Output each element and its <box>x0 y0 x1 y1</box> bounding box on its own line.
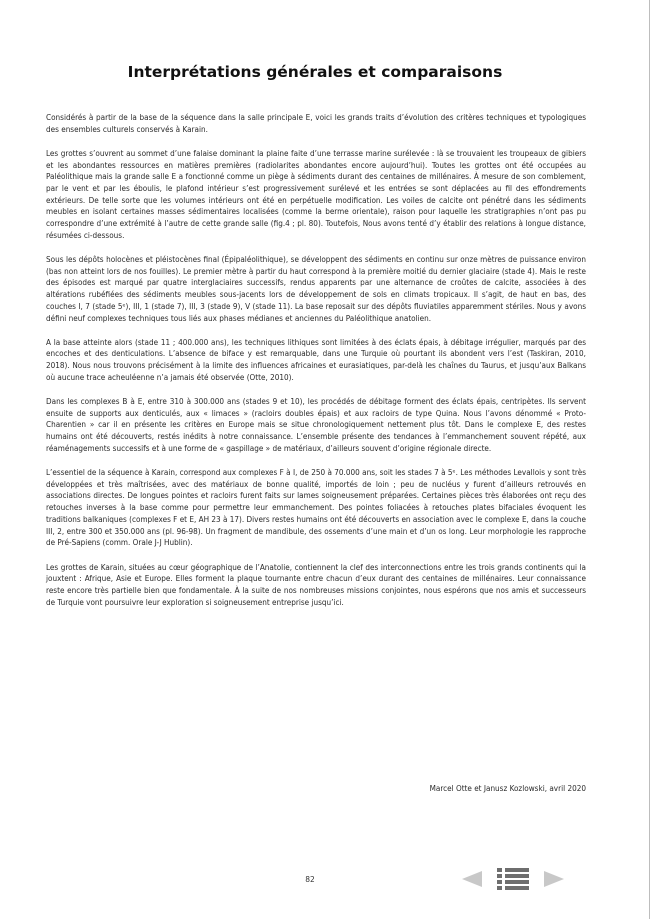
paragraph: Dans les complexes B à E, entre 310 à 300.000 ans (stades 9 et 10), les procédés de débitage forment des éclats épais, centripètes. Ils servent ensuite de supports aux denticulés, aux « limaces » (racloirs doubles épais) et aux racloirs de type Quina. Nous l’avons dénommé « Proto-Charentien » car il en présente les critères en Europe mais se situe chronologiquement nettement plus tôt. Dans le complexe E, des restes humains ont été découverts, restés inédits à notre connaissance. L’ensemble présente des tendances à l’emmanchement souvent répété, aux réaménagements successifs et à une forme de « gaspillage » de matériaux, d’ailleurs souvent d’origine régionale directe. <box>46 396 586 453</box>
body-text <box>46 112 586 621</box>
previous-page-button[interactable] <box>460 870 490 888</box>
paragraph: Considérés à partir de la base de la séquence dans la salle principale E, voici les grands traits d’évolution des critères techniques et typologiques des ensembles culturels conservés à Karain. <box>46 112 586 134</box>
page-number: 82 <box>305 875 315 884</box>
paragraph: Les grottes s’ouvrent au sommet d’une falaise dominant la plaine faite d’une terrasse marine surélevée : là se trouvaient les troupeaux de gibiers et les abondantes ressources en matières premières (radiolarites abondantes encore aujourd’hui). Toutes les grottes ont été occupées au Paléolithique mais la grande salle E a fonctionné comme un piège à sédiments durant des centaines de millénaires. À mesure de son comblement, par le vent et par les éboulis, le plafond intérieur s’est progressivement surélevé et les entrées se sont déplacées au fil des effondrements extérieurs. De telle sorte que les volumes intérieurs ont été en perpétuelle modification. Les voiles de calcite ont pénétré dans les sédiments meubles en isolant certaines masses sédimentaires localisées (comme la berme orientale), raison pour laquelle les stratigraphies n’ont pas pu correspondre d’une extrémité à l’autre de cette grande salle (fig.4 ; pl. 80). Toutefois, Nous avons tenté d’y établir des relations à longue distance, résumées ci-dessous. <box>46 147 586 240</box>
paragraph: L’essentiel de la séquence à Karain, correspond aux complexes F à I, de 250 à 70.000 ans, soit les stades 7 à 5ᵉ. Les méthodes Levallois y sont très développées et très maîtrisées, avec des matériaux de bonne qualité, importés de loin ; peu de nucléus y furent d’ailleurs retrouvés en associations directes. De longues pointes et racloirs furent faits sur lames soigneusement préparées. Certaines pièces très élaborées ont reçu des retouches inverses à la base comme pour permettre leur emmanchement. Des pointes foliacées à retouches plates bifaciales évoquent les traditions balkaniques (complexes F et E, AH 23 à 17). Divers restes humains ont été découverts en association avec le complexe E, dans la couche III, 2, entre 300 et 350.000 ans (pl. 96-98). Un fragment de mandibule, des ossements d’une main et d’un os long. Leur morphologie les rapproche de Pré-Sapiens (comm. Orale J-J Hublin). <box>46 467 586 548</box>
paragraph: A la base atteinte alors (stade 11 ; 400.000 ans), les techniques lithiques sont limitées à des éclats épais, à débitage irrégulier, marqués par des encoches et des denticulations. L’absence de biface y est remarquable, dans une Turquie où pourtant ils abondent vers l’est (Taskiran, 2010, 2018). Nous nous trouvons précisément à la limite des influences africaines et eurasiatiques, par-delà les chaînes du Taurus, et jusqu’aux Balkans où aucune trace acheuléenne n’a jamais été observée (Otte, 2010). <box>46 336 586 382</box>
arrow-right-icon <box>536 870 566 888</box>
next-page-button[interactable] <box>536 870 566 888</box>
paragraph: Sous les dépôts holocènes et pléistocènes final (Épipaléolithique), se développent des sédiments en continu sur onze mètres de puissance environ (bas non atteint lors de nos fouilles). Le premier mètre à partir du haut correspond à la première moitié du dernier glaciaire (stade 4). Mais le reste des épisodes est marqué par quatre interglaciaires successifs, rendus apparents par une alternance de croûtes de calcite, associées à des altérations rubéfiées des sédiments meubles sous-jacents lors de développement de sols en climats tropicaux. Il s’agit, de haut en bas, des couches I, 7 (stade 5ᵉ), III, 1 (stade 7), III, 3 (stade 9), V (stade 11). La base reposait sur des dépôts fluviatiles apparemment stériles. Nous y avons défini neuf complexes techniques tous liés aux phases médianes et anciennes du Paléolithique anatolien. <box>46 254 586 323</box>
arrow-left-icon <box>460 870 490 888</box>
page-title: Interprétations générales et comparaisons <box>127 63 503 81</box>
list-menu-icon <box>496 866 530 892</box>
paragraph: Les grottes de Karain, situées au cœur géographique de l’Anatolie, contiennent la clef des interconnections entre les trois grands continents qui la jouxtent : Afrique, Asie et Europe. Elles forment la plaque tournante entre chacun d’eux durant des centaines de millénaires. Leur connaissance reste encore très partielle bien que fondamentale. À la suite de nos nombreuses missions conjointes, nous espérons que nos amis et successeurs de Turquie vont poursuivre leur exploration si soigneusement entreprise jusqu’ici. <box>46 561 586 607</box>
author-signature: Marcel Otte et Janusz Kozlowski, avril 2020 <box>429 783 586 793</box>
table-of-contents-button[interactable] <box>496 866 530 892</box>
